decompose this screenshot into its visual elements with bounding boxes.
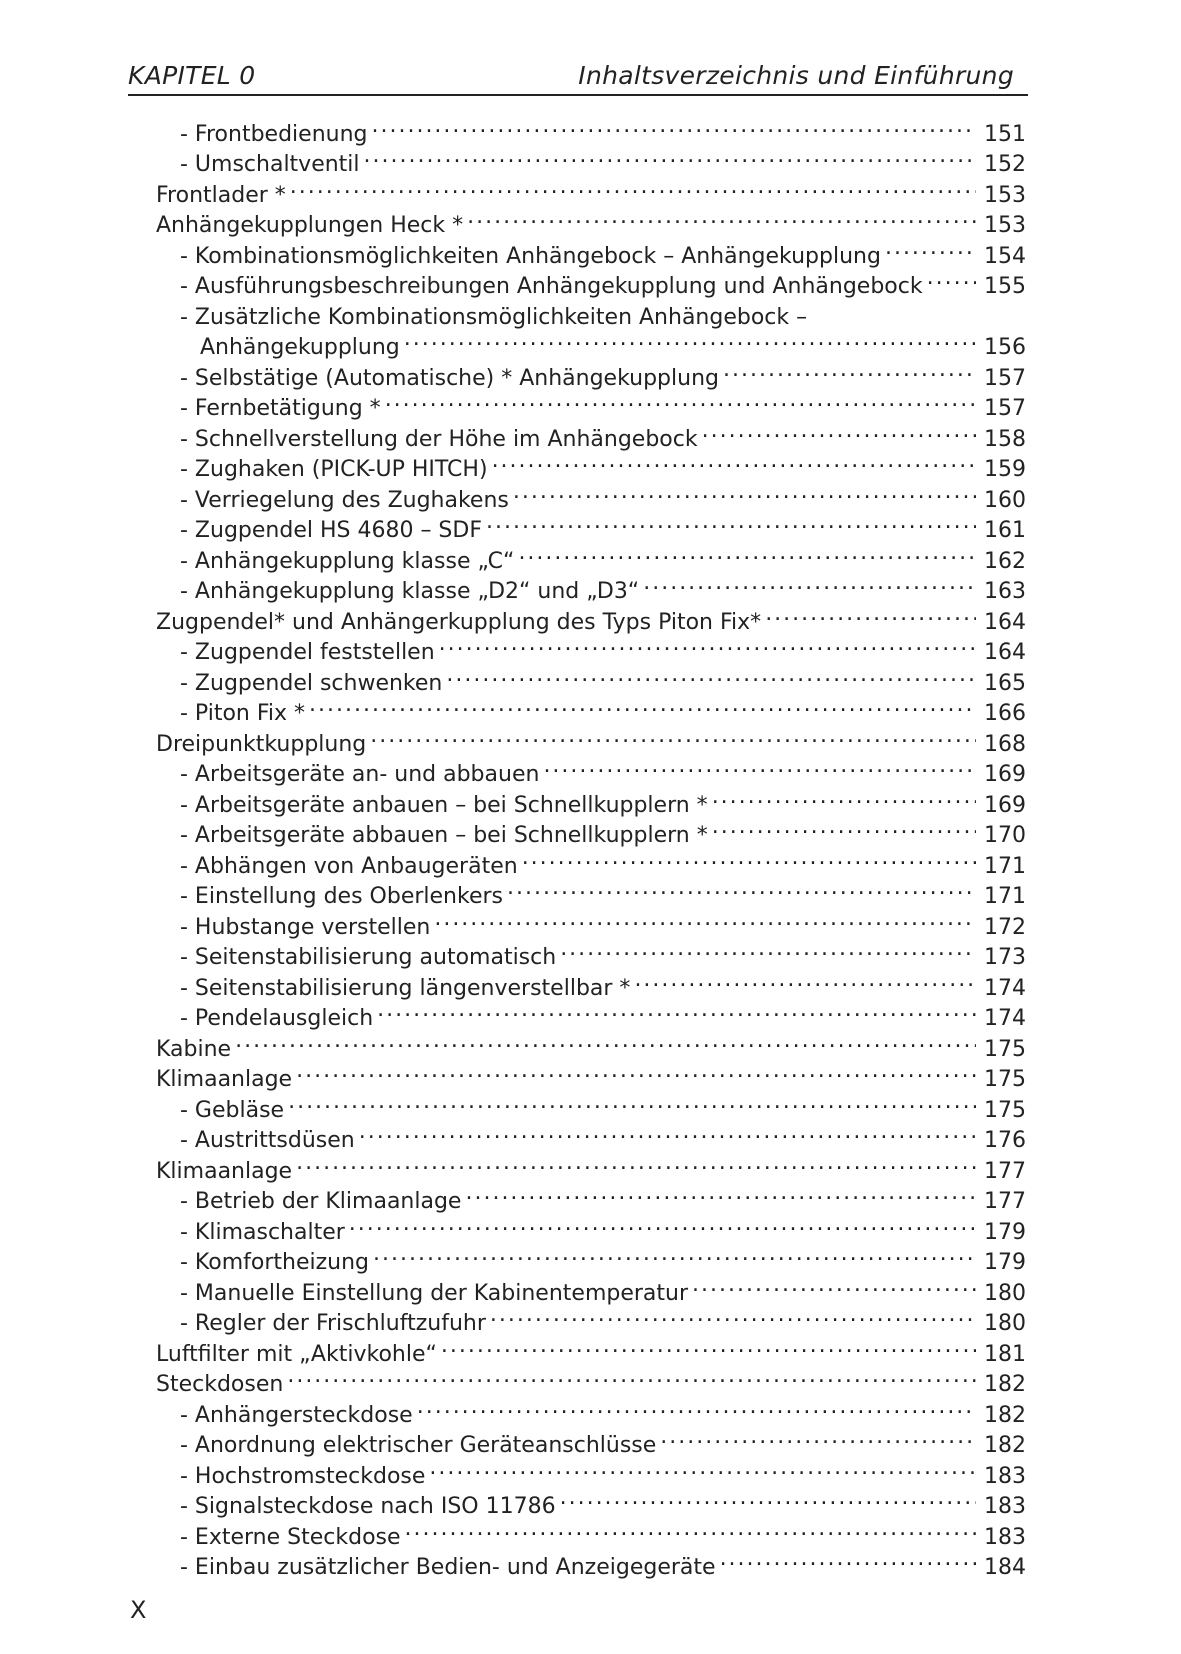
toc-entry-title: - Selbstätige (Automatische) * Anhängekupplung (180, 365, 719, 391)
toc-entry-page: 170 (984, 823, 1026, 848)
toc-entry-page: 173 (984, 945, 1026, 970)
toc-entry-title: - Arbeitsgeräte an- und abbauen (180, 762, 540, 787)
toc-entry-title: - Seitenstabilisierung automatisch (180, 945, 557, 970)
toc-entry-page: 181 (984, 1341, 1026, 1367)
toc-dot-leader (288, 1086, 976, 1117)
toc-entry-title: - Schnellverstellung der Höhe im Anhängebock (180, 426, 698, 452)
toc-entry-page: 168 (984, 731, 1026, 757)
toc-entry-title: Dreipunktkupplung (156, 731, 367, 757)
toc-entry (156, 1025, 1026, 1062)
toc-dot-leader (712, 812, 976, 843)
toc-entry-page: 160 (984, 487, 1026, 513)
toc-dot-leader (296, 1147, 976, 1178)
toc-dot-leader (720, 1544, 976, 1575)
toc-dot-leader (364, 141, 976, 172)
toc-dot-leader (359, 1117, 976, 1148)
toc-entry-page: 182 (984, 1433, 1026, 1458)
page-header (128, 54, 1028, 96)
toc-dot-leader (417, 1391, 976, 1422)
toc-entry-page: 174 (984, 975, 1026, 1001)
toc-entry-title: - Fernbetätigung * (180, 396, 381, 421)
toc-entry-title: Zugpendel* und Anhängerkupplung des Typs Piton Fix* (156, 609, 762, 635)
toc-entry-title: Anhängekupplungen Heck * (156, 213, 464, 238)
toc-entry-title: - Zugpendel schwenken (180, 670, 443, 696)
toc-entry-page: 162 (984, 548, 1026, 574)
toc-dot-leader (702, 415, 976, 446)
toc-dot-leader (513, 476, 976, 507)
toc-dot-leader (349, 1208, 976, 1239)
toc-dot-leader (465, 1178, 976, 1209)
toc-entry-title: - Arbeitsgeräte abbauen – bei Schnellkupplern * (180, 823, 708, 848)
toc-entry-title: - Abhängen von Anbaugeräten (180, 853, 518, 879)
toc-entry-title: - Seitenstabilisierung längenverstellbar * (180, 975, 631, 1001)
toc-dot-leader (765, 598, 976, 629)
toc-entry-page: 159 (984, 457, 1026, 482)
toc-entry-title: - Hochstromsteckdose (180, 1463, 426, 1489)
toc-entry-title: - Komfortheizung (180, 1250, 370, 1275)
toc-entry-page: 182 (984, 1402, 1026, 1428)
toc-dot-leader (507, 873, 976, 904)
toc-entry-page: 183 (984, 1524, 1026, 1550)
toc-entry-title: - Zughaken (PICK-UP HITCH) (180, 457, 488, 482)
toc-entry-title: Anhängekupplung (200, 335, 400, 360)
toc-entry-title: - Piton Fix * (180, 701, 306, 726)
toc-entry-page: 152 (984, 152, 1026, 177)
toc-entry-page: 157 (984, 396, 1026, 421)
toc-dot-leader (643, 568, 976, 599)
toc-entry-page: 179 (984, 1219, 1026, 1245)
toc-dot-leader (467, 202, 976, 233)
chapter-label: KAPITEL 0 (128, 61, 256, 90)
toc-entry-title: Luftfilter mit „Aktivkohle“ (156, 1341, 437, 1367)
toc-dot-leader (287, 1361, 976, 1392)
toc-dot-leader (377, 995, 976, 1026)
toc-entry-title: - Zugpendel feststellen (180, 640, 435, 665)
table-of-contents (156, 110, 1026, 1580)
toc-dot-leader (543, 751, 976, 782)
toc-entry-page: 171 (984, 853, 1026, 879)
toc-entry-page: 172 (984, 914, 1026, 940)
toc-entry-title: Klimaanlage (156, 1158, 293, 1184)
toc-entry-page: 183 (984, 1494, 1026, 1519)
toc-dot-leader (723, 354, 976, 385)
toc-dot-leader (434, 903, 976, 934)
toc-entry-page: 179 (984, 1250, 1026, 1275)
toc-dot-leader (927, 263, 976, 294)
toc-entry-page: 175 (984, 1036, 1026, 1062)
toc-entry-page: 161 (984, 518, 1026, 543)
toc-entry-title: - Signalsteckdose nach ISO 11786 (180, 1494, 556, 1519)
toc-entry-title: - Verriegelung des Zughakens (180, 487, 509, 513)
toc-entry-page: 158 (984, 426, 1026, 452)
toc-entry-page: 174 (984, 1006, 1026, 1031)
toc-entry-title: Kabine (156, 1036, 232, 1062)
toc-dot-leader (385, 385, 976, 416)
toc-entry-title: - Hubstange verstellen (180, 914, 431, 940)
toc-entry (156, 1361, 1026, 1397)
toc-entry-page: 184 (984, 1555, 1026, 1580)
toc-entry-title: - Kombinationsmöglichkeiten Anhängebock – Anhängekupplung (180, 243, 881, 269)
toc-dot-leader (692, 1269, 976, 1300)
toc-entry-title: - Arbeitsgeräte anbauen – bei Schnellkupplern * (180, 792, 708, 818)
toc-entry-title: - Anhängekupplung klasse „C“ (180, 548, 515, 574)
toc-entry-page: 153 (984, 213, 1026, 238)
page-number: X (130, 1596, 147, 1624)
toc-entry-title: - Zugpendel HS 4680 – SDF (180, 518, 482, 543)
toc-entry-title: - Zusätzliche Kombinationsmöglichkeiten Anhängebock – (180, 304, 808, 330)
toc-entry-title: - Klimaschalter (180, 1219, 345, 1245)
toc-entry-page: 175 (984, 1097, 1026, 1123)
toc-entry-page: 169 (984, 792, 1026, 818)
toc-entry-title: - Einstellung des Oberlenkers (180, 884, 503, 909)
toc-dot-leader (370, 720, 976, 751)
toc-entry-title: - Ausführungsbeschreibungen Anhängekupplung und Anhängebock (180, 274, 923, 299)
toc-entry-page: 164 (984, 640, 1026, 665)
toc-entry-title: - Externe Steckdose (180, 1524, 401, 1550)
toc-dot-leader (490, 1300, 976, 1331)
toc-dot-leader (560, 1483, 976, 1514)
toc-entry-title: - Umschaltventil (180, 152, 360, 177)
toc-entry-page: 165 (984, 670, 1026, 696)
toc-entry-page: 180 (984, 1311, 1026, 1336)
toc-dot-leader (290, 171, 976, 202)
toc-entry-title: - Gebläse (180, 1097, 285, 1123)
toc-entry (156, 110, 1026, 147)
toc-entry-title: - Pendelausgleich (180, 1006, 374, 1031)
toc-entry-title: - Anordnung elektrischer Geräteanschlüsse (180, 1433, 657, 1458)
toc-entry-page: 171 (984, 884, 1026, 909)
toc-entry-page: 180 (984, 1280, 1026, 1306)
toc-dot-leader (439, 629, 976, 660)
toc-dot-leader (492, 446, 976, 477)
toc-dot-leader (811, 293, 976, 324)
toc-entry-page: 164 (984, 609, 1026, 635)
toc-dot-leader (235, 1025, 976, 1056)
toc-entry-page: 177 (984, 1189, 1026, 1214)
toc-entry (156, 1056, 1026, 1092)
toc-entry-title: - Betrieb der Klimaanlage (180, 1189, 462, 1214)
toc-entry-title: Steckdosen (156, 1372, 284, 1397)
toc-entry-title: - Frontbedienung (180, 121, 368, 147)
toc-dot-leader (429, 1452, 976, 1483)
toc-entry-page: 156 (984, 335, 1026, 360)
toc-entry-page: 166 (984, 701, 1026, 726)
toc-dot-leader (660, 1422, 976, 1453)
toc-dot-leader (518, 537, 976, 568)
toc-entry-title: - Regler der Frischluftzufuhr (180, 1311, 486, 1336)
toc-dot-leader (405, 1513, 976, 1544)
toc-entry-title: Frontlader * (156, 182, 286, 208)
toc-entry-title: Klimaanlage (156, 1067, 293, 1092)
toc-dot-leader (309, 690, 976, 721)
toc-entry-page: 153 (984, 182, 1026, 208)
toc-dot-leader (446, 659, 976, 690)
toc-entry-page: 154 (984, 243, 1026, 269)
toc-entry-page: 163 (984, 579, 1026, 604)
toc-entry-page: 175 (984, 1067, 1026, 1092)
toc-dot-leader (560, 934, 976, 965)
toc-dot-leader (441, 1330, 976, 1361)
toc-dot-leader (371, 110, 976, 141)
toc-entry-title: - Einbau zusätzlicher Bedien- und Anzeigegeräte (180, 1555, 716, 1580)
toc-entry-page: 151 (984, 121, 1026, 147)
toc-dot-leader (373, 1239, 976, 1270)
toc-entry-title: - Anhängekupplung klasse „D2“ und „D3“ (180, 579, 640, 604)
toc-dot-leader (296, 1056, 976, 1087)
toc-dot-leader (522, 842, 976, 873)
toc-entry-page: 182 (984, 1372, 1026, 1397)
toc-entry-page: 183 (984, 1463, 1026, 1489)
toc-entry-title: - Anhängersteckdose (180, 1402, 413, 1428)
toc-entry-title: - Austrittsdüsen (180, 1128, 355, 1153)
toc-entry-title: - Manuelle Einstellung der Kabinentemperatur (180, 1280, 689, 1306)
section-title: Inhaltsverzeichnis und Einführung (578, 61, 1014, 90)
toc-dot-leader (712, 781, 976, 812)
toc-dot-leader (634, 964, 976, 995)
toc-entry-page: 155 (984, 274, 1026, 299)
toc-entry-page: 169 (984, 762, 1026, 787)
toc-entry-page: 176 (984, 1128, 1026, 1153)
toc-dot-leader (404, 324, 976, 355)
toc-entry-page: 177 (984, 1158, 1026, 1184)
toc-dot-leader (486, 507, 976, 538)
toc-dot-leader (885, 232, 976, 263)
toc-entry-page: 157 (984, 365, 1026, 391)
